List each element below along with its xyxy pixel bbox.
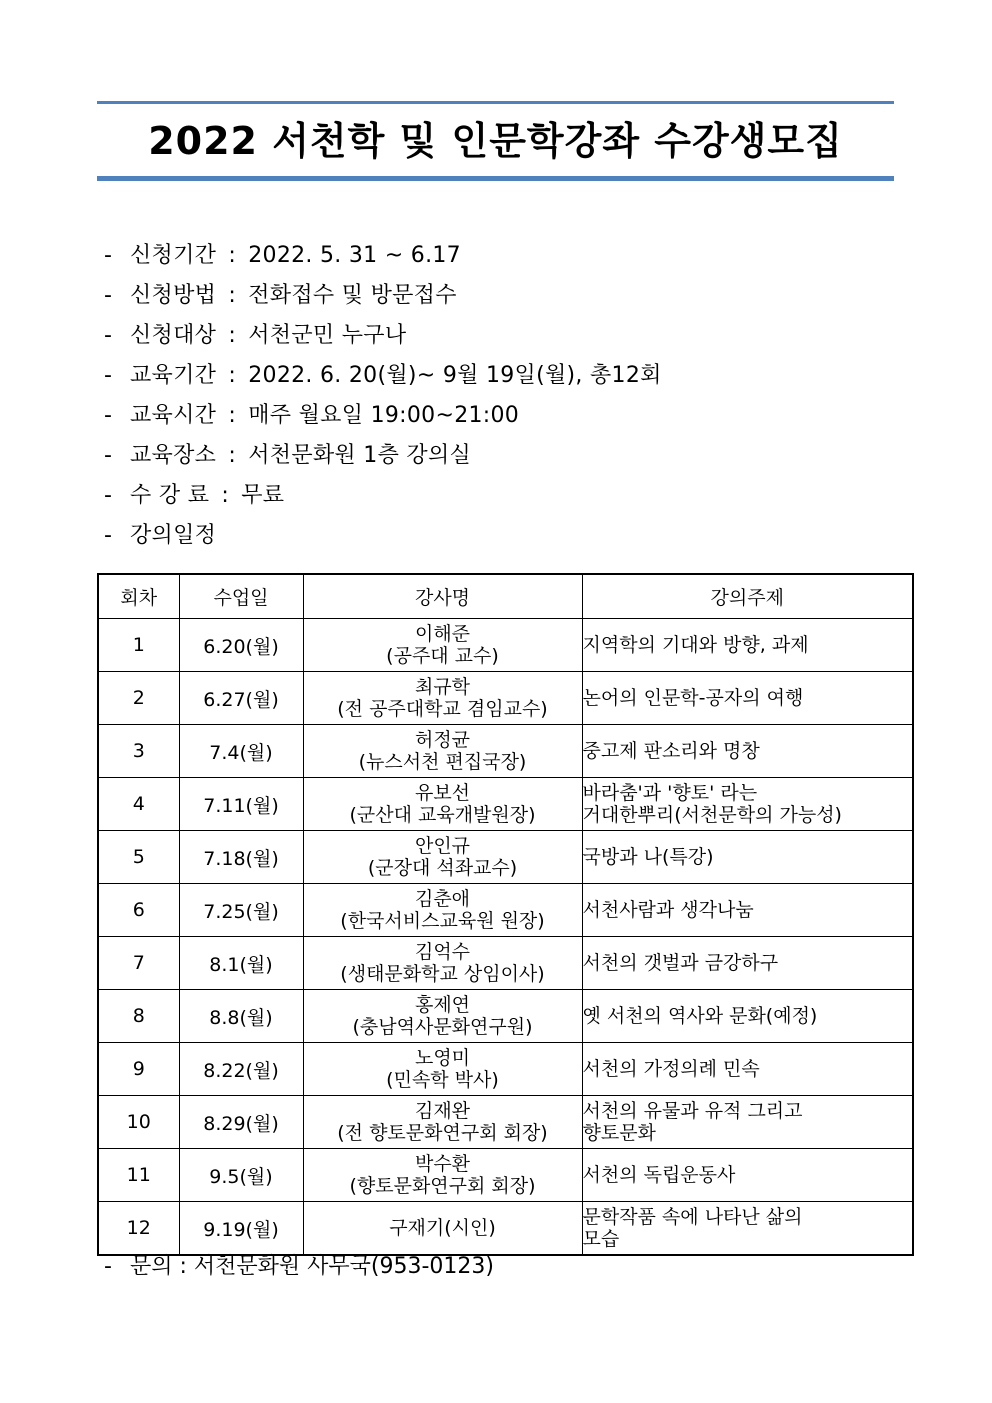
lecturer-cell xyxy=(303,725,582,778)
info-row xyxy=(104,276,904,316)
topic-line: 국방과 나(특강) xyxy=(582,846,714,868)
header-date: 수업일 xyxy=(179,574,303,619)
round-cell: 10 xyxy=(98,1096,179,1149)
info-colon: : xyxy=(228,403,237,428)
lecturer-name: 허정균 xyxy=(414,729,471,751)
document-title: 2022 서천학 및 인문학강좌 수강생모집 xyxy=(148,119,843,163)
table-row xyxy=(98,1202,913,1256)
round-cell: 5 xyxy=(98,831,179,884)
info-row xyxy=(104,396,904,436)
topic-line: 서천의 가정의례 민속 xyxy=(582,1058,760,1080)
table-row xyxy=(98,1149,913,1202)
info-dash: - xyxy=(104,403,113,428)
date-cell: 6.27(월) xyxy=(179,672,303,725)
lecturer-name: 안인규 xyxy=(414,835,471,857)
topic-line: 문학작품 속에 나타난 삶의 xyxy=(582,1206,803,1228)
info-value: 매주 월요일 19:00~21:00 xyxy=(248,403,520,428)
lecturer-affiliation: (뉴스서천 편집국장) xyxy=(358,751,527,773)
topic-line: 서천의 독립운동사 xyxy=(582,1164,736,1186)
topic-line: 옛 서천의 역사와 문화(예정) xyxy=(582,1005,818,1027)
round-cell: 9 xyxy=(98,1043,179,1096)
topic-cell xyxy=(582,778,913,831)
info-label: 신청방법 xyxy=(130,283,217,308)
lecturer-affiliation: (군산대 교육개발원장) xyxy=(349,804,536,826)
topic-line: 서천사람과 생각나눔 xyxy=(582,899,754,921)
lecturer-affiliation: (충남역사문화연구원) xyxy=(352,1016,533,1038)
lecturer-cell xyxy=(303,884,582,937)
table-header-row xyxy=(98,574,913,619)
lecturer-cell xyxy=(303,1096,582,1149)
info-dash: - xyxy=(104,363,113,388)
info-row xyxy=(104,236,904,276)
info-label: 수 강 료 xyxy=(130,483,210,508)
lecturer-name: 이해준 xyxy=(414,623,471,645)
date-cell: 7.11(월) xyxy=(179,778,303,831)
lecturer-cell xyxy=(303,1043,582,1096)
topic-line: 향토문화 xyxy=(582,1122,656,1144)
info-row xyxy=(104,436,904,476)
info-label: 교육장소 xyxy=(130,443,217,468)
table-row xyxy=(98,725,913,778)
topic-cell xyxy=(582,1043,913,1096)
info-row xyxy=(104,476,904,516)
table-row xyxy=(98,1096,913,1149)
lecturer-name: 유보선 xyxy=(414,782,471,804)
lecturer-cell xyxy=(303,937,582,990)
topic-cell xyxy=(582,990,913,1043)
round-cell: 7 xyxy=(98,937,179,990)
topic-line: 중고제 판소리와 명창 xyxy=(582,740,760,762)
info-colon: : xyxy=(228,243,237,268)
topic-cell xyxy=(582,619,913,672)
round-cell: 6 xyxy=(98,884,179,937)
lecturer-affiliation: (전 공주대학교 겸임교수) xyxy=(337,698,548,720)
info-list xyxy=(104,236,904,556)
topic-cell xyxy=(582,672,913,725)
date-cell: 8.29(월) xyxy=(179,1096,303,1149)
table-row xyxy=(98,937,913,990)
date-cell: 8.8(월) xyxy=(179,990,303,1043)
round-cell: 12 xyxy=(98,1202,179,1256)
info-value: 서천군민 누구나 xyxy=(248,323,407,348)
info-row xyxy=(104,516,904,556)
date-cell: 9.19(월) xyxy=(179,1202,303,1256)
date-cell: 7.25(월) xyxy=(179,884,303,937)
lecturer-name: 노영미 xyxy=(414,1047,471,1069)
info-colon: : xyxy=(228,283,237,308)
info-label: 신청기간 xyxy=(130,243,217,268)
date-cell: 8.1(월) xyxy=(179,937,303,990)
lecturer-name: 김억수 xyxy=(414,941,471,963)
info-dash: - xyxy=(104,443,113,468)
topic-line: 논어의 인문학-공자의 여행 xyxy=(582,687,804,709)
topic-cell xyxy=(582,725,913,778)
round-cell: 1 xyxy=(98,619,179,672)
info-value: 2022. 6. 20(월)~ 9월 19일(월), 총12회 xyxy=(248,363,662,388)
round-cell: 3 xyxy=(98,725,179,778)
info-dash: - xyxy=(104,243,113,268)
info-colon: : xyxy=(228,363,237,388)
topic-cell xyxy=(582,884,913,937)
info-dash: - xyxy=(104,323,113,348)
topic-cell xyxy=(582,831,913,884)
info-value: 2022. 5. 31 ~ 6.17 xyxy=(248,243,461,268)
lecturer-cell xyxy=(303,778,582,831)
schedule-table xyxy=(97,573,914,1256)
topic-cell xyxy=(582,937,913,990)
round-cell: 2 xyxy=(98,672,179,725)
topic-line: 바라춤'과 '향토' 라는 xyxy=(582,782,758,804)
topic-cell xyxy=(582,1149,913,1202)
round-cell: 11 xyxy=(98,1149,179,1202)
header-lecturer: 강사명 xyxy=(303,574,582,619)
info-colon: : xyxy=(228,323,237,348)
table-row xyxy=(98,778,913,831)
contact-text: 문의 : 서천문화원 사무국(953-0123) xyxy=(130,1254,494,1279)
lecturer-affiliation: (전 향토문화연구회 회장) xyxy=(337,1122,548,1144)
lecturer-cell xyxy=(303,619,582,672)
topic-line: 모습 xyxy=(582,1228,620,1250)
lecturer-cell xyxy=(303,672,582,725)
lecturer-cell xyxy=(303,1202,582,1256)
info-dash: - xyxy=(104,283,113,308)
info-label: 강의일정 xyxy=(130,523,217,548)
date-cell: 8.22(월) xyxy=(179,1043,303,1096)
info-label: 신청대상 xyxy=(130,323,217,348)
info-value: 서천문화원 1층 강의실 xyxy=(248,443,472,468)
lecturer-cell xyxy=(303,990,582,1043)
lecturer-affiliation: (향토문화연구회 회장) xyxy=(349,1175,536,1197)
topic-line: 서천의 갯벌과 금강하구 xyxy=(582,952,779,974)
lecturer-affiliation: (한국서비스교육원 원장) xyxy=(340,910,545,932)
info-label: 교육시간 xyxy=(130,403,217,428)
lecturer-affiliation: (군장대 석좌교수) xyxy=(367,857,518,879)
date-cell: 6.20(월) xyxy=(179,619,303,672)
info-value: 무료 xyxy=(241,483,285,508)
lecturer-affiliation: (생태문화학교 상임이사) xyxy=(340,963,545,985)
date-cell: 7.4(월) xyxy=(179,725,303,778)
lecturer-name: 최규학 xyxy=(414,676,471,698)
info-dash: - xyxy=(104,523,113,548)
info-label: 교육기간 xyxy=(130,363,217,388)
lecturer-name: 김재완 xyxy=(414,1100,471,1122)
table-row xyxy=(98,990,913,1043)
info-colon: : xyxy=(228,443,237,468)
table-row xyxy=(98,884,913,937)
info-colon: : xyxy=(221,483,230,508)
lecturer-name: 박수환 xyxy=(414,1153,471,1175)
lecturer-name: 홍제연 xyxy=(414,994,471,1016)
lecturer-affiliation: (민속학 박사) xyxy=(386,1069,499,1091)
round-cell: 4 xyxy=(98,778,179,831)
topic-cell xyxy=(582,1202,913,1256)
header-round: 회차 xyxy=(98,574,179,619)
lecturer-name: 김춘애 xyxy=(414,888,471,910)
table-row xyxy=(98,672,913,725)
contact-line xyxy=(104,1252,494,1282)
topic-cell xyxy=(582,1096,913,1149)
topic-line: 서천의 유물과 유적 그리고 xyxy=(582,1100,803,1122)
info-row xyxy=(104,356,904,396)
table-row xyxy=(98,831,913,884)
topic-line: 지역학의 기대와 방향, 과제 xyxy=(582,634,809,656)
lecturer-cell xyxy=(303,1149,582,1202)
round-cell: 8 xyxy=(98,990,179,1043)
info-row xyxy=(104,316,904,356)
lecturer-affiliation: (공주대 교수) xyxy=(386,645,499,667)
info-dash: - xyxy=(104,483,113,508)
contact-dash: - xyxy=(104,1254,112,1279)
title-top-rule xyxy=(97,101,894,104)
date-cell: 9.5(월) xyxy=(179,1149,303,1202)
title-bottom-rule xyxy=(97,176,894,181)
info-value: 전화접수 및 방문접수 xyxy=(248,283,457,308)
lecturer-cell xyxy=(303,831,582,884)
date-cell: 7.18(월) xyxy=(179,831,303,884)
header-topic: 강의주제 xyxy=(582,574,913,619)
lecturer-name: 구재기(시인) xyxy=(389,1217,496,1239)
table-row xyxy=(98,1043,913,1096)
table-row xyxy=(98,619,913,672)
topic-line: 거대한뿌리(서천문학의 가능성) xyxy=(582,804,842,826)
